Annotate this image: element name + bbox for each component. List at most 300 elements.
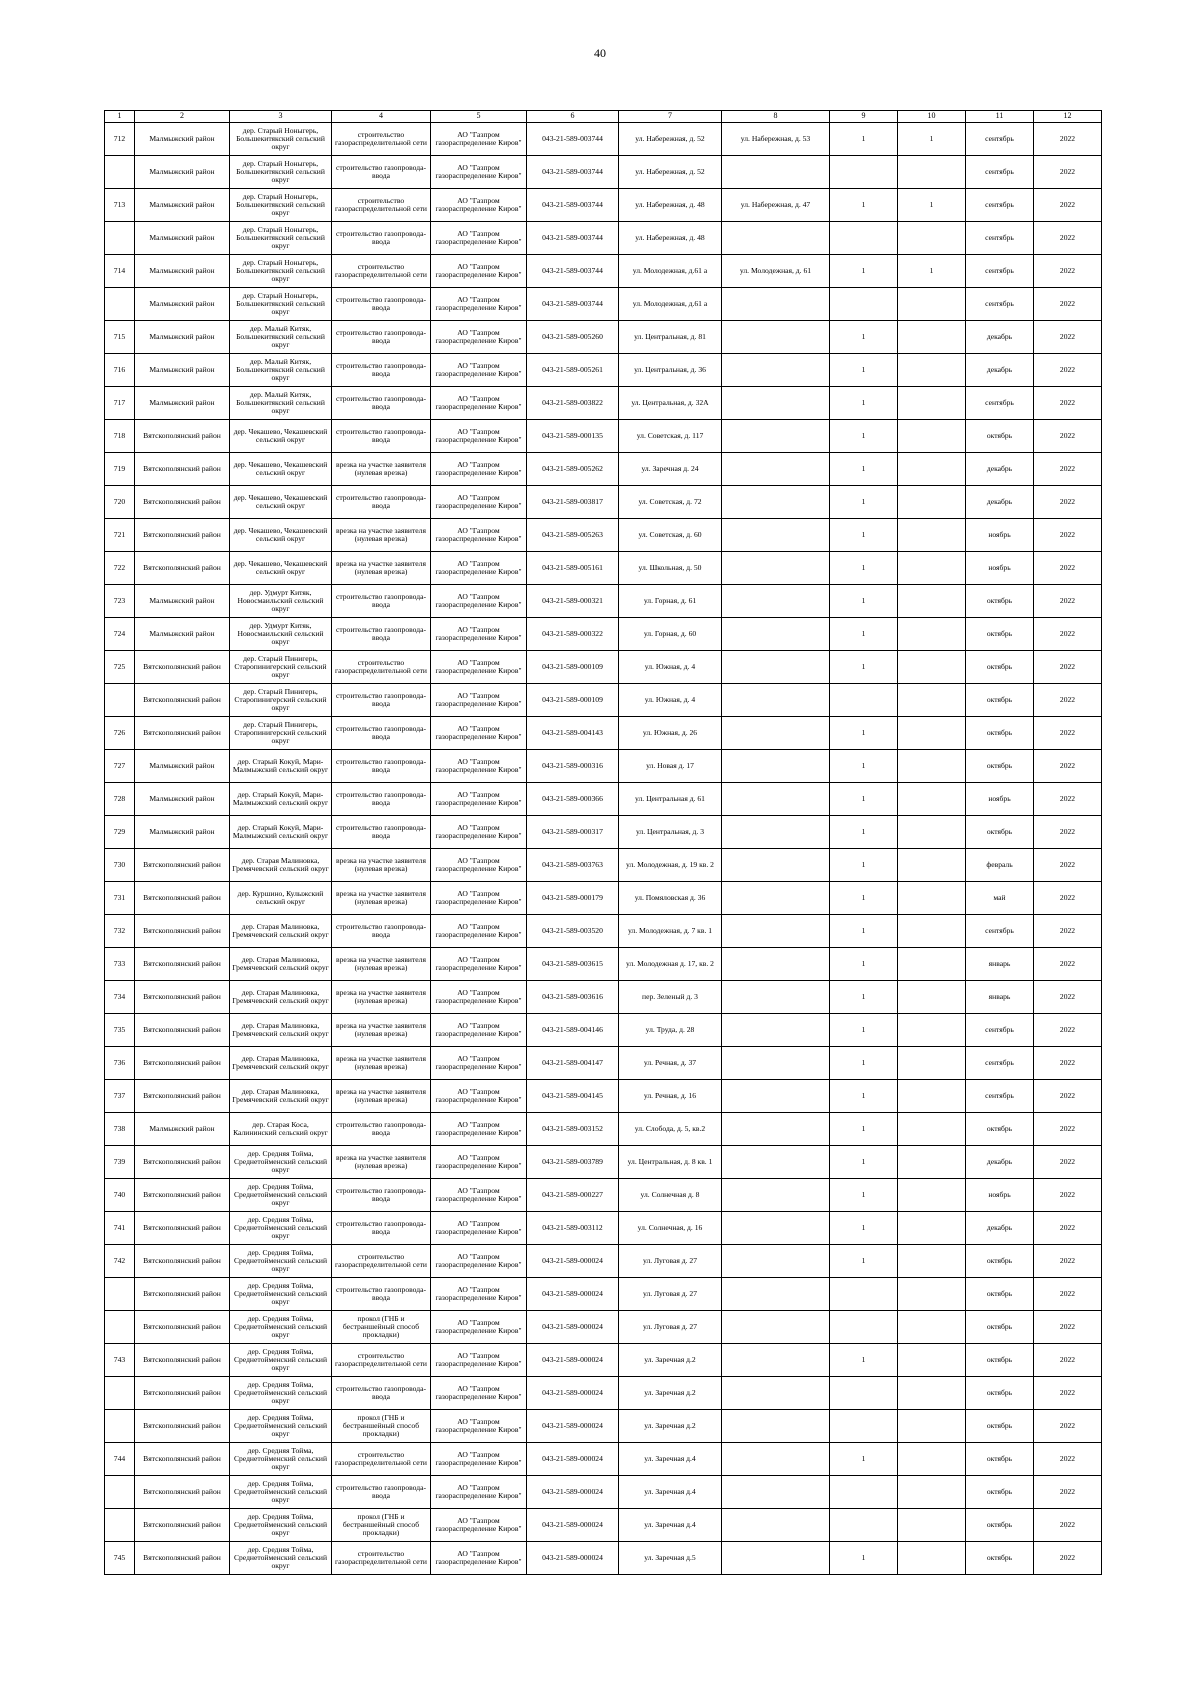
table-row [105,1542,1102,1575]
settlement-cell [230,915,332,948]
quantity-cell: 1 [830,981,898,1014]
month-cell: декабрь [966,1212,1034,1245]
year-cell: 2022 [1034,288,1102,321]
year-cell: 2022 [1034,1542,1102,1575]
code-cell: 043-21-589-004143 [527,717,619,750]
month-cell: октябрь [966,1410,1034,1443]
address-alt-cell [722,750,830,783]
code-cell: 043-21-589-000227 [527,1179,619,1212]
settlement-cell-text: дер. Старый Ноныгерь, Большекитякский сельский округ [236,291,325,317]
work-type-cell-text: строительство газопровода-ввода [335,592,427,609]
code-cell: 043-21-589-005263 [527,519,619,552]
quantity-cell: 1 [830,1014,898,1047]
year-cell: 2022 [1034,948,1102,981]
column-header: 10 [898,111,966,123]
address-alt-cell [722,222,830,255]
work-type-cell [332,1311,431,1344]
month-cell: сентябрь [966,123,1034,156]
settlement-cell-text: дер. Старый Ноныгерь, Большекитякский сельский округ [236,225,325,251]
code-cell: 043-21-589-000322 [527,618,619,651]
district-cell: Вятскополянский район [135,1377,230,1410]
organization-cell-text: АО "Газпром газораспределение Киров" [435,1384,522,1401]
row-number-cell [105,1311,135,1344]
row-number-cell: 724 [105,618,135,651]
settlement-cell [230,123,332,156]
organization-cell-text: АО "Газпром газораспределение Киров" [435,790,522,807]
address-cell: ул. Советская, д. 117 [619,420,722,453]
work-type-cell [332,651,431,684]
organization-cell-text: АО "Газпром газораспределение Киров" [435,427,522,444]
settlement-cell-text: дер. Средняя Тойма, Среднетойменский сельский округ [233,1215,328,1241]
organization-cell-text: АО "Газпром газораспределение Киров" [435,262,522,279]
quantity-alt-cell: 1 [898,255,966,288]
address-cell: ул. Центральная, д. 32А [619,387,722,420]
column-header: 7 [619,111,722,123]
row-number-cell: 738 [105,1113,135,1146]
code-cell: 043-21-589-000024 [527,1476,619,1509]
quantity-cell: 1 [830,453,898,486]
row-number-cell: 723 [105,585,135,618]
row-number-cell: 736 [105,1047,135,1080]
address-alt-cell [722,948,830,981]
row-number-cell: 728 [105,783,135,816]
organization-cell-text: АО "Газпром газораспределение Киров" [435,658,522,675]
work-type-cell-text: строительство газопровода-ввода [335,757,427,774]
settlement-cell [230,1476,332,1509]
settlement-cell-text: дер. Средняя Тойма, Среднетойменский сельский округ [233,1314,328,1340]
organization-cell-text: АО "Газпром газораспределение Киров" [435,163,522,180]
work-type-cell [332,1278,431,1311]
code-cell: 043-21-589-004146 [527,1014,619,1047]
table-row [105,288,1102,321]
work-type-cell [332,288,431,321]
settlement-cell [230,1179,332,1212]
settlement-cell-text: дер. Чекашево, Чекашевский сельский округ [233,427,328,444]
district-cell: Вятскополянский район [135,1146,230,1179]
quantity-cell: 1 [830,717,898,750]
year-cell: 2022 [1034,1443,1102,1476]
work-type-cell-text: врезка на участке заявителя (нулевая врезка) [336,856,426,873]
settlement-cell [230,354,332,387]
table-row [105,1179,1102,1212]
table-row [105,1278,1102,1311]
month-cell: сентябрь [966,222,1034,255]
address-cell: ул. Заречная д.2 [619,1344,722,1377]
address-cell: ул. Речная, д. 37 [619,1047,722,1080]
quantity-cell: 1 [830,1443,898,1476]
quantity-cell: 1 [830,585,898,618]
quantity-alt-cell: 1 [898,189,966,222]
work-type-cell [332,816,431,849]
code-cell: 043-21-589-003616 [527,981,619,1014]
year-cell: 2022 [1034,156,1102,189]
district-cell: Вятскополянский район [135,1410,230,1443]
settlement-cell [230,981,332,1014]
table-row [105,1047,1102,1080]
work-type-cell-text: врезка на участке заявителя (нулевая врезка) [336,1153,426,1170]
settlement-cell-text: дер. Старый Ноныгерь, Большекитякский сельский округ [236,192,325,218]
district-cell: Вятскополянский район [135,1212,230,1245]
organization-cell [431,1047,527,1080]
organization-cell [431,1212,527,1245]
row-number-cell: 714 [105,255,135,288]
organization-cell-text: АО "Газпром газораспределение Киров" [435,757,522,774]
address-alt-cell [722,519,830,552]
organization-cell-text: АО "Газпром газораспределение Киров" [435,1087,522,1104]
year-cell: 2022 [1034,684,1102,717]
work-type-cell-text: строительство газораспределительной сети [335,1252,427,1269]
table-row [105,1311,1102,1344]
district-cell: Вятскополянский район [135,849,230,882]
year-cell: 2022 [1034,1410,1102,1443]
month-cell: октябрь [966,1245,1034,1278]
settlement-cell [230,717,332,750]
district-cell: Малмыжский район [135,387,230,420]
quantity-alt-cell [898,1311,966,1344]
work-type-cell [332,453,431,486]
quantity-alt-cell [898,981,966,1014]
row-number-cell [105,156,135,189]
month-cell: декабрь [966,1146,1034,1179]
settlement-cell [230,618,332,651]
address-alt-cell [722,1377,830,1410]
settlement-cell [230,1014,332,1047]
organization-cell [431,255,527,288]
code-cell: 043-21-589-000366 [527,783,619,816]
year-cell: 2022 [1034,849,1102,882]
code-cell: 043-21-589-000135 [527,420,619,453]
settlement-cell [230,1278,332,1311]
organization-cell [431,453,527,486]
quantity-alt-cell [898,1278,966,1311]
code-cell: 043-21-589-000179 [527,882,619,915]
settlement-cell-text: дер. Средняя Тойма, Среднетойменский сельский округ [233,1413,328,1439]
address-alt-cell [722,1146,830,1179]
year-cell: 2022 [1034,1377,1102,1410]
row-number-cell [105,1509,135,1542]
row-number-cell [105,1410,135,1443]
settlement-cell [230,1311,332,1344]
district-cell: Вятскополянский район [135,486,230,519]
quantity-alt-cell [898,321,966,354]
code-cell: 043-21-589-003744 [527,189,619,222]
year-cell: 2022 [1034,750,1102,783]
quantity-cell: 1 [830,420,898,453]
quantity-alt-cell [898,552,966,585]
address-alt-cell: ул. Набережная, д. 47 [722,189,830,222]
district-cell: Вятскополянский район [135,981,230,1014]
quantity-cell [830,1410,898,1443]
district-cell: Малмыжский район [135,783,230,816]
column-header: 8 [722,111,830,123]
address-alt-cell [722,1278,830,1311]
organization-cell [431,354,527,387]
district-cell: Малмыжский район [135,222,230,255]
settlement-cell-text: дер. Малый Китяк, Большекитякский сельский округ [236,357,325,383]
settlement-cell [230,1410,332,1443]
row-number-cell: 731 [105,882,135,915]
work-type-cell-text: врезка на участке заявителя (нулевая врезка) [336,526,426,543]
work-type-cell [332,1410,431,1443]
quantity-cell: 1 [830,519,898,552]
quantity-alt-cell [898,684,966,717]
address-cell: ул. Речная, д. 16 [619,1080,722,1113]
work-type-cell [332,552,431,585]
district-cell: Вятскополянский район [135,684,230,717]
table-row [105,1509,1102,1542]
quantity-cell: 1 [830,618,898,651]
address-cell: ул. Центральная д. 61 [619,783,722,816]
address-alt-cell [722,387,830,420]
organization-cell-text: АО "Газпром газораспределение Киров" [435,229,522,246]
work-type-cell-text: строительство газопровода-ввода [335,823,427,840]
month-cell: октябрь [966,1476,1034,1509]
work-type-cell [332,849,431,882]
year-cell: 2022 [1034,552,1102,585]
address-alt-cell: ул. Молодежная, д. 61 [722,255,830,288]
quantity-alt-cell [898,288,966,321]
row-number-cell: 741 [105,1212,135,1245]
organization-cell [431,1476,527,1509]
table-row [105,618,1102,651]
row-number-cell: 726 [105,717,135,750]
district-cell: Вятскополянский район [135,717,230,750]
work-type-cell-text: строительство газопровода-ввода [335,724,427,741]
settlement-cell [230,1509,332,1542]
quantity-cell [830,288,898,321]
settlement-cell [230,387,332,420]
address-alt-cell [722,1179,830,1212]
table-row [105,1443,1102,1476]
table-row [105,387,1102,420]
organization-cell-text: АО "Газпром газораспределение Киров" [435,460,522,477]
month-cell: октябрь [966,651,1034,684]
address-alt-cell [722,1509,830,1542]
address-cell: ул. Южная, д. 4 [619,651,722,684]
district-cell: Вятскополянский район [135,1443,230,1476]
settlement-cell [230,1146,332,1179]
month-cell: сентябрь [966,915,1034,948]
row-number-cell: 734 [105,981,135,1014]
quantity-cell: 1 [830,948,898,981]
address-cell: ул. Молодежная, д. 19 кв. 2 [619,849,722,882]
organization-cell-text: АО "Газпром газораспределение Киров" [435,1186,522,1203]
settlement-cell-text: дер. Старая Малиновка, Гремячевский сельский округ [232,1054,329,1071]
settlement-cell [230,684,332,717]
organization-cell [431,816,527,849]
organization-cell-text: АО "Газпром газораспределение Киров" [435,1120,522,1137]
work-type-cell [332,1014,431,1047]
column-header: 6 [527,111,619,123]
district-cell: Вятскополянский район [135,1278,230,1311]
table-row [105,1014,1102,1047]
work-type-cell-text: строительство газопровода-ввода [335,229,427,246]
table-row [105,981,1102,1014]
organization-cell [431,1443,527,1476]
year-cell: 2022 [1034,717,1102,750]
organization-cell [431,684,527,717]
settlement-cell [230,255,332,288]
month-cell: октябрь [966,816,1034,849]
organization-cell-text: АО "Газпром газораспределение Киров" [435,559,522,576]
code-cell: 043-21-589-003822 [527,387,619,420]
organization-cell-text: АО "Газпром газораспределение Киров" [435,1219,522,1236]
row-number-cell: 712 [105,123,135,156]
address-cell: ул. Школьная, д. 50 [619,552,722,585]
quantity-alt-cell [898,453,966,486]
work-type-cell [332,354,431,387]
row-number-cell: 720 [105,486,135,519]
organization-cell-text: АО "Газпром газораспределение Киров" [435,328,522,345]
work-type-cell [332,684,431,717]
year-cell: 2022 [1034,1146,1102,1179]
organization-cell [431,387,527,420]
district-cell: Малмыжский район [135,618,230,651]
row-number-cell: 729 [105,816,135,849]
quantity-alt-cell [898,1113,966,1146]
organization-cell-text: АО "Газпром газораспределение Киров" [435,724,522,741]
quantity-cell: 1 [830,816,898,849]
settlement-cell [230,1344,332,1377]
quantity-cell: 1 [830,651,898,684]
address-alt-cell [722,156,830,189]
district-cell: Вятскополянский район [135,1509,230,1542]
table-row [105,651,1102,684]
table-row [105,519,1102,552]
address-cell: ул. Набережная, д. 52 [619,123,722,156]
code-cell: 043-21-589-003615 [527,948,619,981]
code-cell: 043-21-589-003744 [527,288,619,321]
work-type-cell-text: строительство газопровода-ввода [335,328,427,345]
work-type-cell-text: строительство газораспределительной сети [335,1549,427,1566]
address-cell: ул. Центральная, д. 36 [619,354,722,387]
address-alt-cell [722,1476,830,1509]
address-cell: ул. Набережная, д. 52 [619,156,722,189]
address-alt-cell [722,1311,830,1344]
work-type-cell [332,1509,431,1542]
quantity-alt-cell [898,1212,966,1245]
address-cell: ул. Заречная д.4 [619,1443,722,1476]
code-cell: 043-21-589-000317 [527,816,619,849]
code-cell: 043-21-589-000024 [527,1245,619,1278]
settlement-cell-text: дер. Старый Кокуй, Мари-Малмыжский сельский округ [232,790,329,807]
organization-cell-text: АО "Газпром газораспределение Киров" [435,1054,522,1071]
table-row [105,453,1102,486]
month-cell: октябрь [966,420,1034,453]
table-row [105,948,1102,981]
page-number: 40 [594,46,606,60]
settlement-cell-text: дер. Старая Малиновка, Гремячевский сельский округ [232,1087,329,1104]
month-cell: октябрь [966,1509,1034,1542]
quantity-alt-cell [898,1014,966,1047]
quantity-alt-cell [898,486,966,519]
quantity-cell: 1 [830,354,898,387]
settlement-cell-text: дер. Удмурт Китяк, Новосмаильский сельский округ [237,588,324,614]
organization-cell-text: АО "Газпром газораспределение Киров" [435,889,522,906]
row-number-cell: 715 [105,321,135,354]
table-row [105,882,1102,915]
quantity-alt-cell [898,1047,966,1080]
work-type-cell-text: строительство газопровода-ввода [335,493,427,510]
code-cell: 043-21-589-000024 [527,1443,619,1476]
quantity-alt-cell [898,1377,966,1410]
year-cell: 2022 [1034,651,1102,684]
work-type-cell-text: строительство газопровода-ввода [335,427,427,444]
month-cell: октябрь [966,618,1034,651]
district-cell: Малмыжский район [135,750,230,783]
district-cell: Вятскополянский район [135,882,230,915]
quantity-cell [830,1278,898,1311]
year-cell: 2022 [1034,882,1102,915]
code-cell: 043-21-589-003744 [527,123,619,156]
settlement-cell-text: дер. Старый Ноныгерь, Большекитякский сельский округ [236,159,325,185]
table-row [105,684,1102,717]
address-alt-cell [722,1113,830,1146]
work-type-cell [332,222,431,255]
organization-cell [431,288,527,321]
work-type-cell-text: строительство газопровода-ввода [335,394,427,411]
table-row [105,354,1102,387]
address-cell: пер. Зеленый д. 3 [619,981,722,1014]
settlement-cell [230,849,332,882]
address-alt-cell [722,1344,830,1377]
settlement-cell [230,321,332,354]
quantity-alt-cell [898,1476,966,1509]
address-cell: ул. Молодежная, д. 7 кв. 1 [619,915,722,948]
settlement-cell-text: дер. Средняя Тойма, Среднетойменский сельский округ [233,1248,328,1274]
address-cell: ул. Новая д. 17 [619,750,722,783]
organization-cell-text: АО "Газпром газораспределение Киров" [435,526,522,543]
table-row [105,1377,1102,1410]
year-cell: 2022 [1034,1179,1102,1212]
settlement-cell [230,750,332,783]
organization-cell [431,552,527,585]
address-alt-cell [722,1047,830,1080]
month-cell: октябрь [966,585,1034,618]
organization-cell [431,948,527,981]
year-cell: 2022 [1034,1047,1102,1080]
table-row [105,849,1102,882]
settlement-cell-text: дер. Старая Малиновка, Гремячевский сельский округ [232,922,329,939]
district-cell: Вятскополянский район [135,1245,230,1278]
organization-cell [431,849,527,882]
code-cell: 043-21-589-000109 [527,651,619,684]
quantity-alt-cell [898,585,966,618]
address-alt-cell [722,882,830,915]
code-cell: 043-21-589-005261 [527,354,619,387]
table-row [105,585,1102,618]
table-row [105,915,1102,948]
settlement-cell-text: дер. Средняя Тойма, Среднетойменский сельский округ [233,1479,328,1505]
month-cell: ноябрь [966,783,1034,816]
address-cell: ул. Молодежная д. 17, кв. 2 [619,948,722,981]
organization-cell-text: АО "Газпром газораспределение Киров" [435,1417,522,1434]
address-alt-cell [722,618,830,651]
table-row [105,1410,1102,1443]
row-number-cell: 722 [105,552,135,585]
settlement-cell [230,189,332,222]
work-type-cell [332,915,431,948]
month-cell: октябрь [966,750,1034,783]
work-type-cell-text: врезка на участке заявителя (нулевая врезка) [336,988,426,1005]
address-alt-cell [722,717,830,750]
organization-cell [431,1311,527,1344]
quantity-alt-cell [898,1245,966,1278]
settlement-cell [230,1542,332,1575]
quantity-alt-cell [898,420,966,453]
settlement-cell [230,552,332,585]
address-cell: ул. Набережная, д. 48 [619,222,722,255]
